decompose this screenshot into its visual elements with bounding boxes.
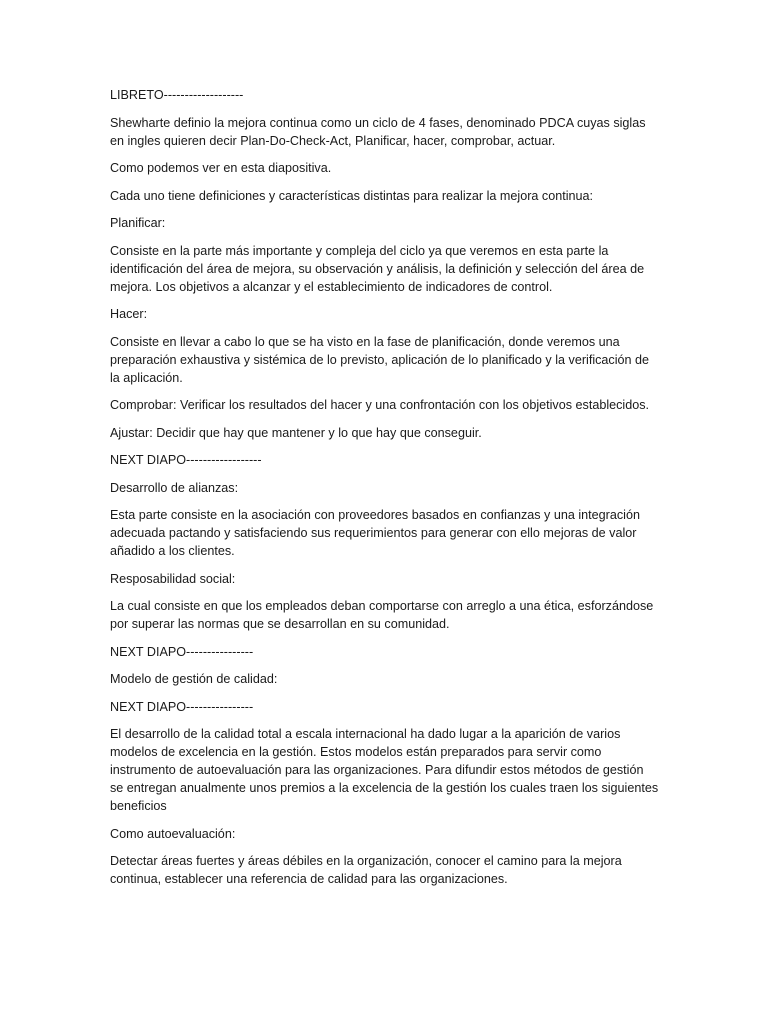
marker-next-diapo-1: NEXT DIAPO------------------: [110, 453, 262, 467]
paragraph-hacer: Consiste en llevar a cabo lo que se ha visto en la fase de planificación, donde veremos una preparación exhaustiva y sistémica de lo previsto, aplicación de lo planificado y la verificación de la aplicación.: [110, 334, 650, 385]
paragraph-alianzas: Esta parte consiste en la asociación con proveedores basados en confianzas y una integración adecuada pactando y satisfaciendo sus requerimientos para generar con ello mejoras de valor añadido a los clientes.: [110, 508, 640, 558]
paragraph-calidad-total: El desarrollo de la calidad total a escala internacional ha dado lugar a la aparición de varios modelos de excelencia en la gestión. Estos modelos están preparados para servir como instrumento de autoevaluación para las organizaciones. Para difundir estos métodos de gestión se entregan anualmente unos premios a la excelencia de la gestión los cuales traen los siguientes beneficios: [110, 727, 659, 813]
paragraph-responsabilidad-social: La cual consiste en que los empleados deban comportarse con arreglo a una ética, esforzándose por superar las normas que se desarrollan en su comunidad.: [110, 599, 654, 631]
paragraph-definiciones: Cada uno tiene definiciones y características distintas para realizar la mejora continua:: [110, 188, 594, 203]
heading-desarrollo-alianzas: Desarrollo de alianzas:: [110, 480, 239, 495]
marker-next-diapo-2: NEXT DIAPO----------------: [110, 644, 254, 659]
heading-hacer: Hacer:: [110, 307, 148, 321]
paragraph-ajustar: Ajustar: Decidir que hay que mantener y lo que hay que conseguir.: [110, 425, 482, 440]
paragraph-pdca-definition: Shewharte definio la mejora continua como un ciclo de 4 fases, denominado PDCA cuyas siglas en ingles quieren decir Plan-Do-Check-Act, Planificar, hacer, comprobar, actuar.: [110, 115, 646, 148]
document-body: [110, 86, 660, 898]
heading-modelo-gestion: Modelo de gestión de calidad:: [110, 672, 278, 686]
paragraph-autoevaluacion: Detectar áreas fuertes y áreas débiles en la organización, conocer el camino para la mejora continua, establecer una referencia de calidad para las organizaciones.: [110, 854, 622, 886]
heading-autoevaluacion: Como autoevaluación:: [110, 826, 236, 841]
heading-libreto: LIBRETO-------------------: [110, 88, 244, 102]
paragraph-diapositiva: Como podemos ver en esta diapositiva.: [110, 161, 332, 175]
heading-responsabilidad-social: Resposabilidad social:: [110, 571, 236, 586]
paragraph-planificar: Consiste en la parte más importante y compleja del ciclo ya que veremos en esta parte la identificación del área de mejora, su observación y análisis, la definición y selección del área de mejora. Los objetivos a alcanzar y el establecimiento de indicadores de control.: [110, 243, 645, 294]
marker-next-diapo-3: NEXT DIAPO----------------: [110, 699, 254, 714]
heading-planificar: Planificar:: [110, 216, 166, 230]
paragraph-comprobar: Comprobar: Verificar los resultados del hacer y una confrontación con los objetivos establecidos.: [110, 398, 650, 412]
